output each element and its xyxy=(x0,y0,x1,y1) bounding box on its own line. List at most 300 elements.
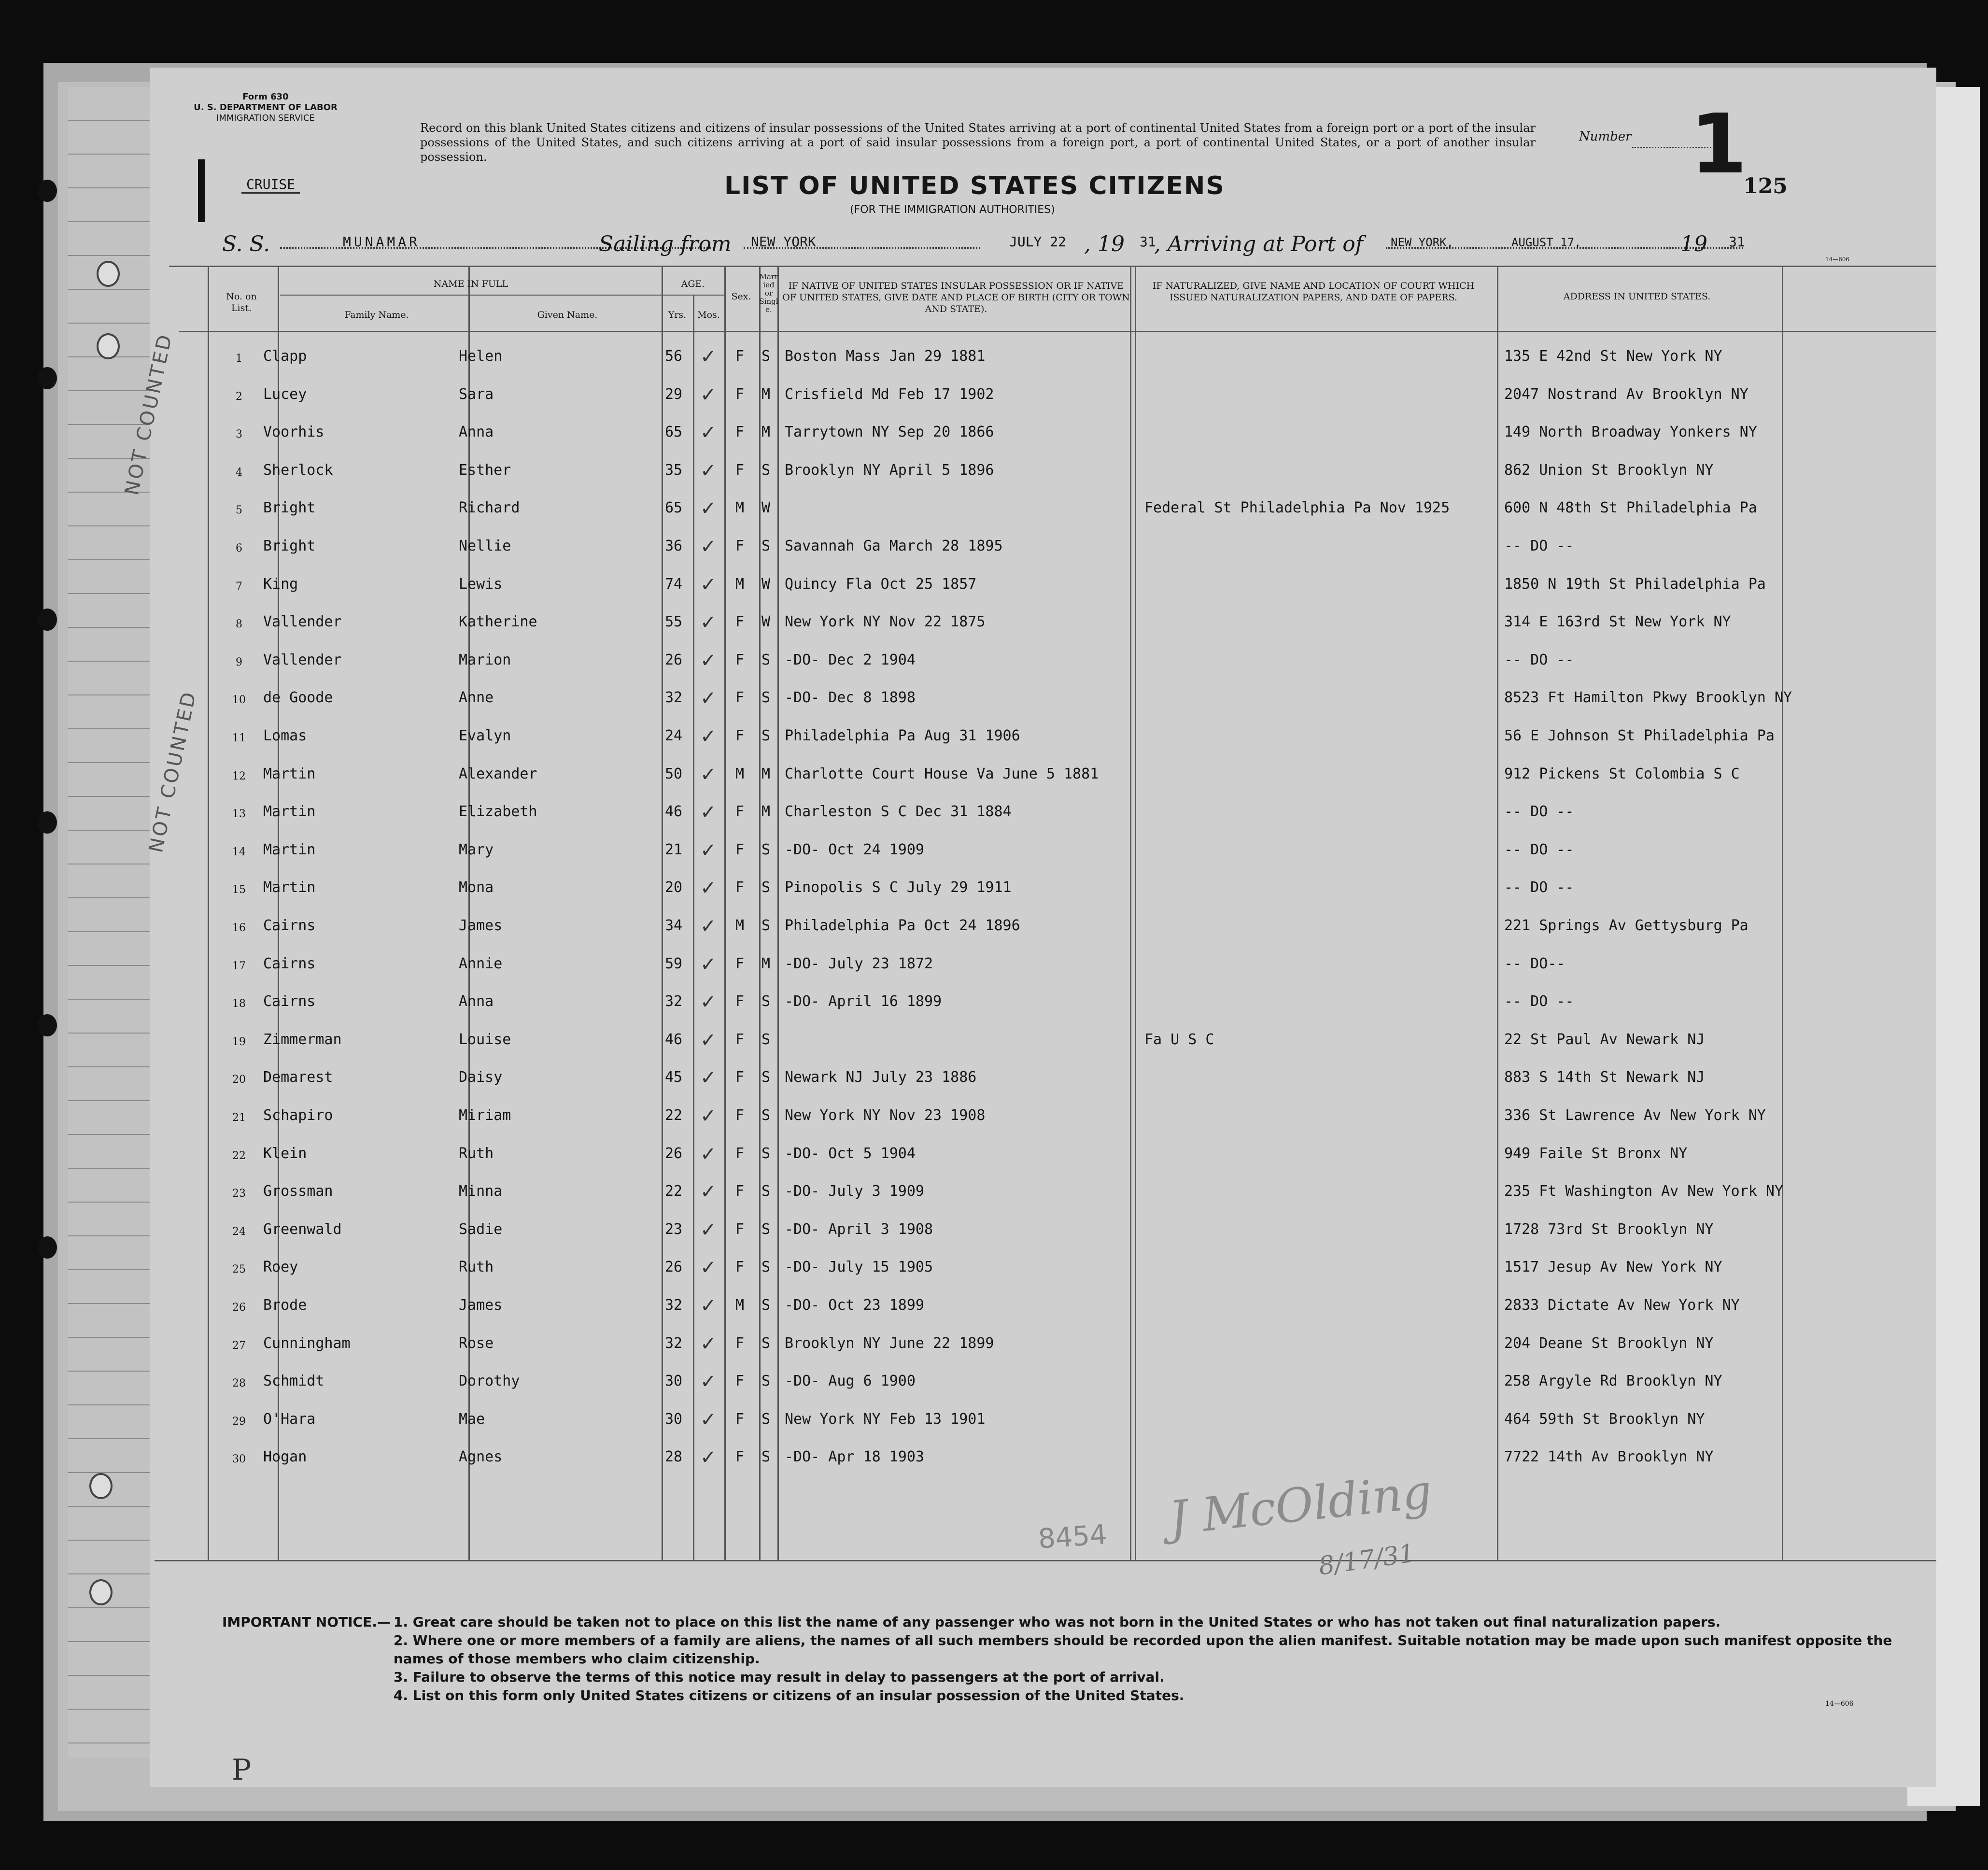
cell-birth: Philadelphia Pa Oct 24 1896 xyxy=(785,917,1020,934)
cell-addr: 464 59th St Brooklyn NY xyxy=(1504,1410,1705,1428)
cell-birth: -DO- Oct 24 1909 xyxy=(785,841,924,858)
cell-given: Esther xyxy=(459,461,511,479)
table-top-rule xyxy=(169,266,1936,267)
cell-family: Roey xyxy=(263,1259,298,1276)
cell-birth: -DO- Oct 5 1904 xyxy=(785,1145,916,1162)
cell-sex: M xyxy=(735,765,745,782)
cell-given: Dorothy xyxy=(459,1373,520,1390)
cell-n: 17 xyxy=(232,960,246,972)
table-row xyxy=(150,424,1985,461)
cell-n: 28 xyxy=(232,1377,246,1390)
cell-family: Sherlock xyxy=(263,461,333,479)
cell-addr: -- DO -- xyxy=(1504,993,1574,1010)
table-row xyxy=(150,649,1985,689)
sailing-label: Sailing from xyxy=(599,232,732,256)
cell-sex: F xyxy=(735,879,745,896)
col-header-no: No. on List. xyxy=(226,291,257,313)
cell-ms: S xyxy=(761,993,771,1010)
table-row xyxy=(150,765,1985,803)
sailing-year-prefix: , 19 xyxy=(1084,232,1125,256)
cell-addr: -- DO -- xyxy=(1504,879,1574,896)
number-label: Number xyxy=(1579,129,1632,144)
cell-addr: 883 S 14th St Newark NJ xyxy=(1504,1069,1705,1086)
cell-family: Vallender xyxy=(263,613,342,631)
cell-birth: New York NY Nov 22 1875 xyxy=(785,613,986,631)
cell-addr: 204 Deane St Brooklyn NY xyxy=(1504,1334,1714,1352)
cell-birth: -DO- April 3 1908 xyxy=(785,1220,933,1238)
cell-age: 26 xyxy=(665,651,683,668)
table-row xyxy=(150,1107,1985,1145)
cell-addr: 2833 Dictate Av New York NY xyxy=(1504,1297,1740,1314)
cell-sex: F xyxy=(735,803,745,821)
cell-given: Lewis xyxy=(459,575,503,593)
check-mark-icon: ✓ xyxy=(700,1408,717,1431)
cell-family: Greenwald xyxy=(263,1220,342,1238)
cell-ms: S xyxy=(761,651,771,668)
number-value: 1 xyxy=(1690,97,1748,192)
table-row xyxy=(150,1031,1985,1069)
cell-birth: Savannah Ga March 28 1895 xyxy=(785,538,1003,554)
cell-ms: M xyxy=(761,765,771,782)
cell-sex: M xyxy=(735,499,745,517)
cell-n: 12 xyxy=(232,770,246,782)
table-row xyxy=(150,803,1985,841)
cell-family: O'Hara xyxy=(263,1410,316,1428)
table-row xyxy=(150,1373,1985,1410)
cell-family: de Goode xyxy=(263,689,333,707)
cell-given: Katherine xyxy=(459,613,537,631)
col-header-given: Given Name. xyxy=(537,310,598,320)
cell-birth: -DO- Apr 18 1903 xyxy=(785,1448,924,1466)
table-row xyxy=(150,1297,1985,1334)
cell-addr: 600 N 48th St Philadelphia Pa xyxy=(1504,499,1757,517)
cell-n: 18 xyxy=(232,998,246,1010)
cell-age: 32 xyxy=(665,1297,683,1314)
cell-sex: F xyxy=(735,1259,745,1276)
cell-ms: W xyxy=(761,613,771,631)
cell-ms: S xyxy=(761,1107,771,1124)
cell-given: Mary xyxy=(459,841,494,858)
cell-birth: -DO- Aug 6 1900 xyxy=(785,1373,916,1390)
cell-addr: 8523 Ft Hamilton Pkwy Brooklyn NY xyxy=(1504,689,1792,707)
cell-age: 22 xyxy=(665,1183,683,1200)
cell-addr: -- DO -- xyxy=(1504,841,1574,858)
cell-family: Martin xyxy=(263,803,316,821)
cell-age: 65 xyxy=(665,499,683,517)
col-header-family: Family Name. xyxy=(344,310,409,320)
ring-reinforcement-icon xyxy=(89,1579,113,1605)
cell-age: 30 xyxy=(665,1410,683,1428)
cell-n: 30 xyxy=(232,1453,246,1466)
cell-age: 26 xyxy=(665,1259,683,1276)
cell-birth: Quincy Fla Oct 25 1857 xyxy=(785,575,977,593)
cell-sex: M xyxy=(735,1297,745,1314)
form-id-block xyxy=(179,92,352,124)
table-row xyxy=(150,1218,1985,1259)
cell-given: Richard xyxy=(459,499,520,517)
notice-items xyxy=(394,1613,1941,1705)
cell-sex: F xyxy=(735,1183,745,1200)
col-header-address: ADDRESS IN UNITED STATES. xyxy=(1563,291,1711,302)
binder-hole-icon xyxy=(38,367,57,389)
cell-sex: F xyxy=(735,1069,745,1086)
corner-mark: P xyxy=(232,1753,252,1787)
col-header-yrs: Yrs. xyxy=(668,310,687,320)
cell-addr: -- DO-- xyxy=(1504,955,1565,972)
check-mark-icon: ✓ xyxy=(700,1218,717,1241)
check-mark-icon: ✓ xyxy=(700,1446,717,1469)
cell-addr: 314 E 163rd St New York NY xyxy=(1504,613,1731,631)
cell-sex: F xyxy=(735,1334,745,1352)
cell-given: Annie xyxy=(459,955,503,972)
cell-ms: W xyxy=(761,499,771,517)
cell-ms: S xyxy=(761,348,771,365)
cell-given: James xyxy=(459,917,503,934)
cell-addr: -- DO -- xyxy=(1504,538,1574,554)
cell-given: Louise xyxy=(459,1031,511,1048)
cell-sex: F xyxy=(735,1448,745,1466)
check-mark-icon: ✓ xyxy=(700,497,717,520)
cell-addr: 1517 Jesup Av New York NY xyxy=(1504,1259,1722,1276)
cell-sex: F xyxy=(735,689,745,707)
cell-age: 29 xyxy=(665,385,683,403)
cell-n: 15 xyxy=(232,884,246,896)
notice-item: 1. Great care should be taken not to place on this list the name of any passenger who was not born in the United States or who has not taken out final naturalization papers. xyxy=(393,1614,1721,1630)
cell-n: 10 xyxy=(232,694,246,707)
cell-birth: Pinopolis S C July 29 1911 xyxy=(785,879,1012,896)
page-title: LIST OF UNITED STATES CITIZENS xyxy=(724,171,1225,200)
cell-addr: 2047 Nostrand Av Brooklyn NY xyxy=(1504,385,1748,403)
check-mark-icon: ✓ xyxy=(700,991,717,1014)
cell-addr: 1850 N 19th St Philadelphia Pa xyxy=(1504,575,1766,593)
cell-given: Minna xyxy=(459,1183,503,1200)
ring-reinforcement-icon xyxy=(97,333,120,359)
cell-sex: F xyxy=(735,1220,745,1238)
form-number: Form 630 xyxy=(242,92,289,102)
cell-family: Cairns xyxy=(263,993,316,1010)
col-header-name: NAME IN FULL xyxy=(433,279,508,289)
cell-age: 74 xyxy=(665,575,683,593)
cell-family: Hogan xyxy=(263,1448,307,1466)
cell-sex: F xyxy=(735,1410,745,1428)
cell-given: Daisy xyxy=(459,1069,503,1086)
cell-family: Bright xyxy=(263,499,316,517)
cell-family: Lucey xyxy=(263,385,307,403)
binder-hole-icon xyxy=(38,180,57,202)
cell-ms: S xyxy=(761,1373,771,1390)
table-bottom-rule xyxy=(155,1560,1936,1561)
cell-ms: W xyxy=(761,575,771,593)
check-mark-icon: ✓ xyxy=(700,1105,717,1127)
cell-birth: New York NY Feb 13 1901 xyxy=(785,1410,986,1428)
cell-given: Nellie xyxy=(459,538,511,554)
notice-print-code: 14—606 xyxy=(1825,1700,1854,1708)
cell-nat: Fa U S C xyxy=(1144,1031,1214,1048)
cell-n: 3 xyxy=(236,428,242,441)
binder-hole-icon xyxy=(38,1236,57,1259)
cell-age: 28 xyxy=(665,1448,683,1466)
cell-ms: S xyxy=(761,917,771,934)
cell-given: Rose xyxy=(459,1334,494,1352)
check-mark-icon: ✓ xyxy=(700,687,717,710)
cell-n: 25 xyxy=(232,1263,246,1276)
cell-age: 26 xyxy=(665,1145,683,1162)
table-row xyxy=(150,993,1985,1031)
cell-addr: 221 Springs Av Gettysburg Pa xyxy=(1504,917,1748,934)
col-header-birth: IF NATIVE OF UNITED STATES INSULAR POSSESSION OR IF NATIVE OF UNITED STATES, GIVE DATE AND PLACE OF BIRTH (CITY OR TOWN AND STATE). xyxy=(782,281,1130,314)
check-mark-icon: ✓ xyxy=(700,1181,717,1204)
table-row xyxy=(150,348,1985,385)
sailing-date: JULY 22 xyxy=(1009,234,1067,250)
not-counted-stamp: NOT COUNTED xyxy=(121,331,177,497)
table-row xyxy=(150,1183,1985,1220)
not-counted-stamp-2: NOT COUNTED xyxy=(145,688,201,855)
cell-ms: S xyxy=(761,461,771,479)
notice-heading: IMPORTANT NOTICE.— xyxy=(222,1614,391,1630)
name-subhead-rule xyxy=(280,295,662,296)
cell-given: Anne xyxy=(459,689,494,707)
notice-item: 3. Failure to observe the terms of this notice may result in delay to passengers at the port of arrival. xyxy=(393,1669,1165,1685)
cell-n: 16 xyxy=(232,922,246,934)
check-mark-icon: ✓ xyxy=(700,839,717,862)
cell-n: 21 xyxy=(232,1112,246,1124)
binder-hole-icon xyxy=(38,609,57,631)
cruise-stamp: CRUISE xyxy=(241,176,300,194)
cell-family: King xyxy=(263,575,298,593)
cell-addr: 949 Faile St Bronx NY xyxy=(1504,1145,1688,1162)
check-mark-icon: ✓ xyxy=(700,459,717,482)
arriving-date: AUGUST 17, xyxy=(1511,236,1581,249)
cell-addr: 149 North Broadway Yonkers NY xyxy=(1504,424,1757,441)
cell-given: Ruth xyxy=(459,1145,494,1162)
form-instructions: Record on this blank United States citizens and citizens of insular possessions of the United States arriving at a port of continental United States from a foreign port or a port of the insular possessions of the United States, and such citizens arriving at a port of said insular possessions from a foreign port, a port of continental United States, or a port of another insular possession. xyxy=(420,121,1536,164)
cell-given: Elizabeth xyxy=(459,803,537,821)
check-mark-icon: ✓ xyxy=(700,1029,717,1051)
table-row xyxy=(150,917,1985,955)
ring-reinforcement-icon xyxy=(97,261,120,287)
department-name: U. S. DEPARTMENT OF LABOR xyxy=(194,102,338,113)
cell-family: Demarest xyxy=(263,1069,333,1086)
table-row xyxy=(150,383,1985,424)
cell-sex: F xyxy=(735,727,745,744)
check-mark-icon: ✓ xyxy=(700,915,717,937)
cell-family: Cunningham xyxy=(263,1334,351,1352)
cell-n: 1 xyxy=(236,353,242,365)
cell-n: 6 xyxy=(236,542,242,554)
cell-addr: 235 Ft Washington Av New York NY xyxy=(1504,1183,1783,1200)
table-row xyxy=(150,727,1985,765)
check-mark-icon: ✓ xyxy=(700,1067,717,1090)
service-name: IMMIGRATION SERVICE xyxy=(216,113,315,123)
cell-sex: F xyxy=(735,1031,745,1048)
cell-sex: F xyxy=(735,841,745,858)
cell-given: Anna xyxy=(459,993,494,1010)
cell-age: 56 xyxy=(665,348,683,365)
cell-age: 50 xyxy=(665,765,683,782)
table-row xyxy=(150,689,1985,727)
cell-ms: S xyxy=(761,1220,771,1238)
cell-birth: -DO- April 16 1899 xyxy=(785,993,942,1010)
cell-given: Anna xyxy=(459,424,494,441)
col-header-married: Married or Single. xyxy=(759,272,778,314)
cell-n: 4 xyxy=(236,466,242,479)
check-mark-icon: ✓ xyxy=(700,1295,717,1317)
cell-ms: S xyxy=(761,1259,771,1276)
table-row xyxy=(150,1069,1985,1106)
cell-ms: S xyxy=(761,879,771,896)
check-mark-icon: ✓ xyxy=(700,611,717,634)
table-row xyxy=(150,459,1985,499)
cell-birth: Tarrytown NY Sep 20 1866 xyxy=(785,424,994,441)
check-mark-icon: ✓ xyxy=(700,422,717,444)
notice-item: 4. List on this form only United States citizens or citizens of an insular possession of the United States. xyxy=(393,1687,1184,1703)
cell-addr: 22 St Paul Av Newark NJ xyxy=(1504,1031,1705,1048)
check-mark-icon: ✓ xyxy=(700,877,717,900)
cell-age: 32 xyxy=(665,993,683,1010)
cell-ms: S xyxy=(761,1183,771,1200)
cell-addr: 1728 73rd St Brooklyn NY xyxy=(1504,1220,1714,1238)
cell-family: Schmidt xyxy=(263,1373,324,1390)
cell-age: 59 xyxy=(665,955,683,972)
table-row xyxy=(150,955,1985,993)
cell-ms: S xyxy=(761,1031,771,1048)
cell-birth: Brooklyn NY June 22 1899 xyxy=(785,1334,994,1352)
cell-n: 5 xyxy=(236,504,242,517)
cell-addr: 912 Pickens St Colombia S C xyxy=(1504,765,1740,782)
cell-given: Marion xyxy=(459,651,511,668)
signature-date: 8/17/31 xyxy=(1316,1539,1417,1581)
table-row xyxy=(150,1408,1985,1448)
table-row xyxy=(150,538,1985,575)
cell-family: Martin xyxy=(263,879,316,896)
cell-ms: S xyxy=(761,538,771,554)
cell-ms: M xyxy=(761,955,771,972)
cell-age: 46 xyxy=(665,803,683,821)
col-header-age: AGE. xyxy=(681,279,705,289)
cell-n: 19 xyxy=(232,1035,246,1048)
cell-birth: New York NY Nov 23 1908 xyxy=(785,1107,986,1124)
cell-age: 32 xyxy=(665,1334,683,1352)
cell-addr: 7722 14th Av Brooklyn NY xyxy=(1504,1448,1714,1466)
cell-n: 13 xyxy=(232,808,246,821)
cell-sex: F xyxy=(735,461,745,479)
cell-sex: M xyxy=(735,917,745,934)
cell-ms: S xyxy=(761,1297,771,1314)
cell-sex: F xyxy=(735,1373,745,1390)
check-mark-icon: ✓ xyxy=(700,725,717,748)
cell-sex: F xyxy=(735,348,745,365)
cell-sex: F xyxy=(735,955,745,972)
cell-addr: 336 St Lawrence Av New York NY xyxy=(1504,1107,1766,1124)
cell-age: 35 xyxy=(665,461,683,479)
check-mark-icon: ✓ xyxy=(700,573,717,596)
table-row xyxy=(150,1259,1985,1296)
cell-sex: F xyxy=(735,424,745,441)
table-row xyxy=(150,841,1985,879)
cell-n: 24 xyxy=(232,1225,246,1238)
cell-ms: S xyxy=(761,689,771,707)
check-mark-icon: ✓ xyxy=(700,953,717,976)
cell-addr: 258 Argyle Rd Brooklyn NY xyxy=(1504,1373,1722,1390)
cell-age: 30 xyxy=(665,1373,683,1390)
cell-given: Mona xyxy=(459,879,494,896)
cell-family: Cairns xyxy=(263,955,316,972)
cell-sex: F xyxy=(735,651,745,668)
cell-age: 34 xyxy=(665,917,683,934)
check-mark-icon: ✓ xyxy=(700,346,717,368)
cell-birth: -DO- July 23 1872 xyxy=(785,955,933,972)
page-subtitle: (FOR THE IMMIGRATION AUTHORITIES) xyxy=(850,204,1055,216)
cell-birth: -DO- July 15 1905 xyxy=(785,1259,933,1276)
cell-nat: Federal St Philadelphia Pa Nov 1925 xyxy=(1144,499,1450,517)
cell-sex: M xyxy=(735,575,745,593)
notice-item: 2. Where one or more members of a family are aliens, the names of all such members should be recorded upon the alien manifest. Suitable notation may be made upon such manifest opposite the names of those members who claim citizenship. xyxy=(393,1632,1892,1667)
cell-birth: Brooklyn NY April 5 1896 xyxy=(785,461,994,479)
ss-label: S. S. xyxy=(222,232,270,256)
cell-given: Alexander xyxy=(459,765,537,782)
cell-family: Martin xyxy=(263,765,316,782)
check-mark-icon: ✓ xyxy=(700,649,717,672)
cell-ms: M xyxy=(761,803,771,821)
ship-name: MUNAMAR xyxy=(343,234,421,250)
cell-age: 55 xyxy=(665,613,683,631)
cell-addr: -- DO -- xyxy=(1504,651,1574,668)
tally-note: 8454 xyxy=(1037,1519,1108,1555)
cell-age: 45 xyxy=(665,1069,683,1086)
voyage-print-code: 14—606 xyxy=(1825,256,1850,263)
col-header-naturalized: IF NATURALIZED, GIVE NAME AND LOCATION OF COURT WHICH ISSUED NATURALIZATION PAPERS, AND DATE OF PAPERS. xyxy=(1152,281,1475,303)
cell-family: Lomas xyxy=(263,727,307,744)
check-mark-icon: ✓ xyxy=(700,383,717,406)
cell-birth: Charlotte Court House Va June 5 1881 xyxy=(785,765,1099,782)
table-row xyxy=(150,1145,1985,1183)
cell-n: 27 xyxy=(232,1339,246,1352)
sailing-year: 31 xyxy=(1140,234,1156,250)
cell-n: 20 xyxy=(232,1074,246,1086)
cell-given: Mae xyxy=(459,1410,485,1428)
cell-sex: F xyxy=(735,993,745,1010)
col-header-sex: Sex. xyxy=(731,291,751,302)
check-mark-icon: ✓ xyxy=(700,1371,717,1393)
check-mark-icon: ✓ xyxy=(700,763,717,786)
cell-n: 22 xyxy=(232,1149,246,1162)
cell-given: James xyxy=(459,1297,503,1314)
arriving-port: NEW YORK, xyxy=(1391,236,1454,249)
cell-n: 26 xyxy=(232,1302,246,1314)
ring-reinforcement-icon xyxy=(89,1473,113,1499)
col-header-mos: Mos. xyxy=(697,310,720,320)
cell-sex: F xyxy=(735,1145,745,1162)
cell-age: 21 xyxy=(665,841,683,858)
cell-n: 11 xyxy=(232,732,246,744)
arriving-year-prefix: 19 xyxy=(1680,232,1707,256)
cell-sex: F xyxy=(735,613,745,631)
cell-family: Zimmerman xyxy=(263,1031,342,1048)
cell-age: 20 xyxy=(665,879,683,896)
cell-n: 14 xyxy=(232,846,246,858)
cell-family: Cairns xyxy=(263,917,316,934)
cell-given: Sadie xyxy=(459,1220,503,1238)
check-mark-icon: ✓ xyxy=(700,1332,717,1355)
important-notice xyxy=(222,1613,1941,1705)
check-mark-icon: ✓ xyxy=(700,801,717,824)
table-row xyxy=(150,499,1985,537)
cell-sex: F xyxy=(735,538,745,554)
cell-ms: S xyxy=(761,1334,771,1352)
cell-birth: -DO- July 3 1909 xyxy=(785,1183,924,1200)
inspector-signature: J McOlding xyxy=(1166,1464,1435,1546)
cell-age: 22 xyxy=(665,1107,683,1124)
